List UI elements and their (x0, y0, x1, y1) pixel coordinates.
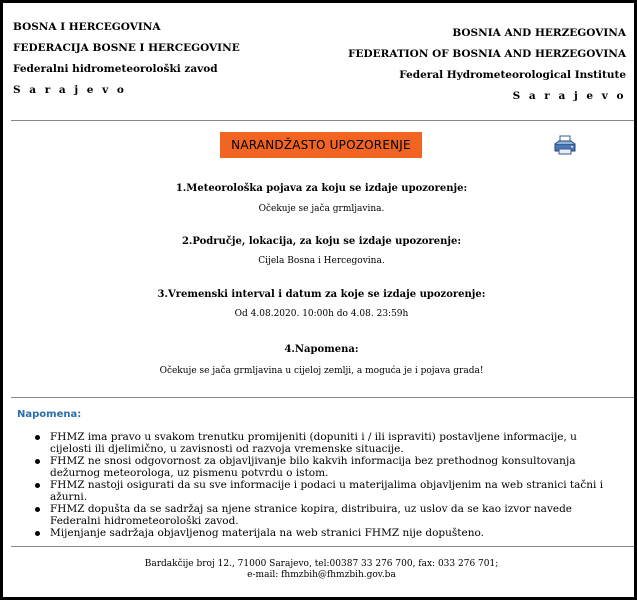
note-item: FHMZ nastoji osigurati da su sve informacije i podaci u materijalima objavljenim na web stranici tačni i ažurni. (33, 479, 613, 503)
note-item: Mijenjanje sadržaja objavljenog materijala na web stranici FHMZ nije dopušteno. (33, 527, 613, 539)
header-right (348, 23, 626, 107)
city-en: S a r a j e v o (512, 90, 626, 102)
printer-icon[interactable] (553, 135, 577, 155)
country-name-bs: BOSNA I HERCEGOVINA (13, 21, 161, 33)
warning-banner: NARANDŽASTO UPOZORENJE (220, 132, 422, 158)
header-left (13, 17, 240, 101)
divider-top (11, 120, 634, 121)
federation-name-en: FEDERATION OF BOSNIA AND HERZEGOVINA (348, 48, 626, 60)
section-3-heading: 3.Vremenski interval i datum za koje se izdaje upozorenje: (157, 289, 486, 300)
section-1-text: Očekuje se jača grmljavina. (258, 204, 385, 214)
country-name-en: BOSNIA AND HERZEGOVINA (452, 27, 626, 39)
notes-list (33, 431, 613, 539)
federation-name-bs: FEDERACIJA BOSNE I HERCEGOVINE (13, 42, 240, 54)
institute-name-en: Federal Hydrometeorological Institute (399, 69, 626, 81)
section-3-text: Od 4.08.2020. 10:00h do 4.08. 23:59h (234, 309, 409, 319)
city-bs: S a r a j e v o (13, 84, 127, 96)
notes-label: Napomena: (17, 409, 82, 420)
section-2-heading: 2.Područje, lokacija, za koju se izdaje upozorenje: (181, 236, 462, 247)
section-2-text: Cijela Bosna i Hercegovina. (258, 256, 385, 266)
divider-middle (11, 397, 634, 398)
section-1-heading: 1.Meteorološka pojava za koju se izdaje upozorenje: (175, 183, 468, 194)
footer-address: Bardakčije broj 12., 71000 Sarajevo, tel:00387 33 276 700, fax: 033 276 701; (144, 559, 499, 569)
note-item: FHMZ ne snosi odgovornost za objavljivanje bilo kakvih informacija bez prethodnog konsultovanja dežurnog meteorologa, uz pismenu potvrdu o istom. (33, 455, 613, 479)
footer (3, 559, 637, 581)
note-item: FHMZ ima pravo u svakom trenutku promijeniti (dopuniti i / ili ispraviti) postavljene informacije, u cijelosti ili djelimično, u zavisnosti od razvoja vremenske situacije. (33, 431, 613, 455)
section-4-heading: 4.Napomena: (284, 344, 359, 355)
divider-bottom (11, 546, 634, 547)
footer-email[interactable]: e-mail: fhmzbih@fhmzbih.gov.ba (247, 570, 396, 580)
note-item: FHMZ dopušta da se sadržaj sa njene stranice kopira, distribuira, uz uslov da se kao izvor navede Federalni hidrometeorološki zavod. (33, 503, 613, 527)
institute-name-bs: Federalni hidrometeorološki zavod (13, 63, 218, 75)
section-4-text: Očekuje se jača grmljavina u cijeloj zemlji, a moguća je i pojava grada! (159, 366, 484, 376)
